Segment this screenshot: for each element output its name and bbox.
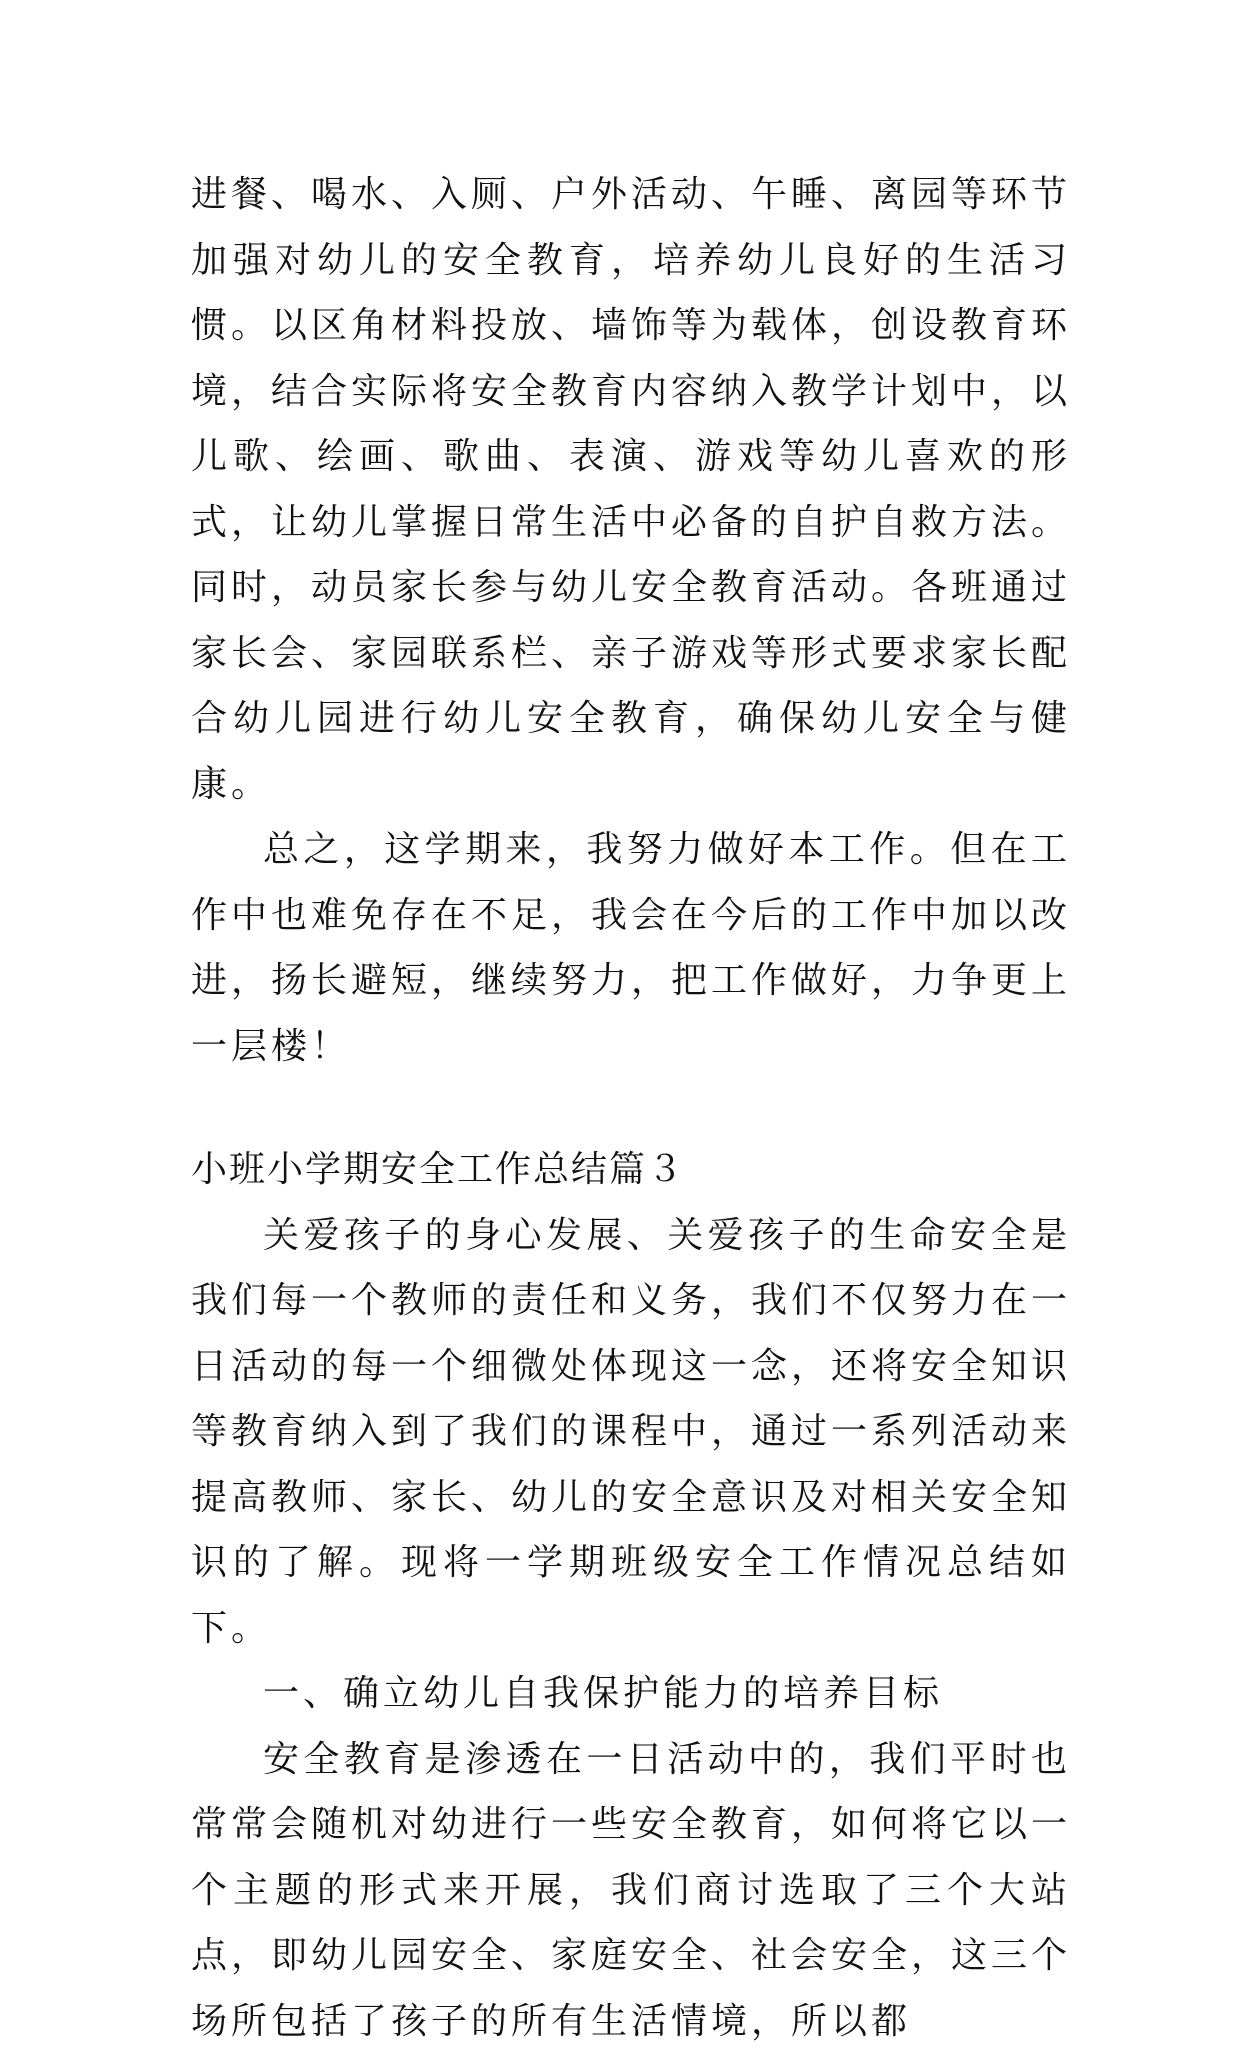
paragraph-intro: 关爱孩子的身心发展、关爱孩子的生命安全是我们每一个教师的责任和义务，我们不仅努力在一日活动的每一个细微处体现这一念，还将安全知识等教育纳入到了我们的课程中，通过一系列活动来提高教师、家长、幼儿的安全意识及对相关安全知识的了解。现将一学期班级安全工作情况总结如下。 [191,1203,1071,1662]
subheading-goal: 一、确立幼儿自我保护能力的培养目标 [191,1661,1071,1727]
paragraph-continued: 进餐、喝水、入厕、户外活动、午睡、离园等环节加强对幼儿的安全教育，培养幼儿良好的生活习惯。以区角材料投放、墙饰等为载体，创设教育环境，结合实际将安全教育内容纳入教学计划中，以儿歌、绘画、歌曲、表演、游戏等幼儿喜欢的形式，让幼儿掌握日常生活中必备的自护自救方法。同时，动员家长参与幼儿安全教育活动。各班通过家长会、家园联系栏、亲子游戏等形式要求家长配合幼儿园进行幼儿安全教育，确保幼儿安全与健康。 [191,162,1071,817]
section-heading: 小班小学期安全工作总结篇３ [191,1137,1071,1203]
document-body [191,162,1071,2054]
paragraph-safety-education: 安全教育是渗透在一日活动中的，我们平时也常常会随机对幼进行一些安全教育，如何将它以一个主题的形式来开展，我们商讨选取了三个大站点，即幼儿园安全、家庭安全、社会安全，这三个场所包括了孩子的所有生活情境，所以都 [191,1727,1071,2054]
paragraph-conclusion: 总之，这学期来，我努力做好本工作。但在工作中也难免存在不足，我会在今后的工作中加以改进，扬长避短，继续努力，把工作做好，力争更上一层楼！ [191,817,1071,1079]
